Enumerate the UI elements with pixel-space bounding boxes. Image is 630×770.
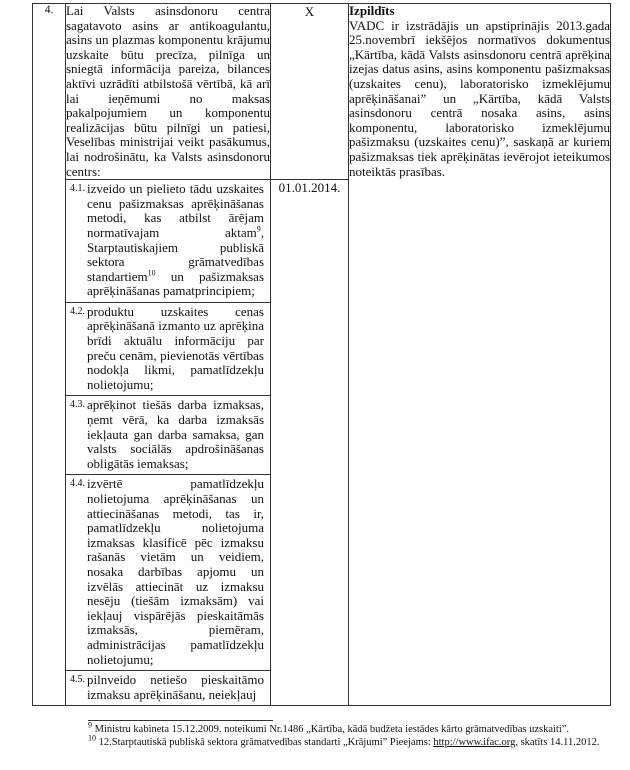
subitem-4-2 (66, 302, 271, 396)
subitem-4-1 (66, 180, 271, 303)
deadline-subitems: 01.01.2014. (271, 180, 349, 706)
subitem-number: 4.2. (70, 305, 85, 317)
status-text: VADC ir izstrādājis un apstiprinājis 2013.gada 25.novembrī iekšējos normatīvos dokumentus „Kārtība, kādā Valsts asinsdonoru centrā aprēķina izejas datus asins, asins komponentu pašizmaksas (uzskaites cenu), laboratorisko izmeklējumu aprēķināšanai” un „Kārtība, kādā Valsts asinsdonoru centrā nosaka asins, asins komponentu, laboratorisko izmeklējumu pašizmaksu (uzskaites cenu)”, saskaņā ar kuriem pašizmaksas tiek aprēķinātas ievērojot ieteikumos noteiktās prasības. (349, 17, 610, 179)
footnote-divider (88, 720, 273, 721)
subitem-text: izvērtē pamatlīdzekļu nolietojuma aprēķināšanas un attiecināšanas metodi, tas ir, pamatlīdzekļu nolietojuma izmaksas klasificē pēc izmaksu rašanās vietām un veidiem, nosaka darbības apjomu un izvēlās attiecināt uz izmaksu nesēju (tiešām izmaksām) vai iekļauj vispārējās pieskaitāmās izmaksās, piemēram, administrācijas pamatlīdzekļu nolietojumu; (87, 476, 264, 667)
table-row (33, 4, 611, 180)
footnote-10 (88, 733, 608, 750)
footnote-mark: 10 (88, 733, 96, 743)
status-cell (349, 4, 611, 706)
subitem-text: produktu uzskaites cenas aprēķināšanā izmanto uz aprēķina brīdi aktuālu informāciju par preču cenām, pievienotās vērtības nodokļa likmi, pamatlīdzekļu nolietojumu; (87, 303, 264, 392)
footnote-ref-10[interactable]: 10 (147, 268, 156, 278)
row-number: 4. (33, 4, 66, 706)
footnote-text: Ministru kabineta 15.12.2009. noteikumi Nr.1486 „Kārtība, kādā budžeta iestādes kārto grāmatvedības uzskaiti”. (92, 724, 570, 735)
subitem-number: 4.4. (70, 478, 85, 490)
ifac-link[interactable]: http://www.ifac.org (433, 737, 516, 748)
footnote-ref-9[interactable]: 9 (256, 224, 261, 234)
subitem-text-c: un pašizmaksas aprēķināšanas pamatprincipiem; (87, 268, 264, 299)
subitem-4-5 (66, 671, 271, 706)
subitem-number: 4.3. (70, 399, 85, 411)
footnote-mark: 9 (88, 720, 92, 730)
task-intro: Lai Valsts asinsdonoru centra sagatavoto asins ar antikoagulantu, asins un plazmas komponentu krājumu uzskaite būtu precīza, pilnīga un sniegtā informācija pareiza, bilances aktīvi uzrādīti atbilstošā vērtībā, kā arī lai ieņēmumi no maksas pakalpojumiem un komponentu realizācijas būtu pilnīgi un patiesi, Veselības ministrijai veikt pasākumus, lai nodrošinātu, ka Valsts asinsdonoru centrs: (66, 3, 270, 179)
subitem-text-a: izveido un pielieto tādu uzskaites cenu pašizmaksas aprēķināšanas metodi, kas atbilst ārējam normatīvajam aktam (87, 181, 264, 240)
status-title: Izpildīts (349, 3, 395, 18)
recommendations-table (32, 3, 611, 706)
subitem-4-4 (66, 475, 271, 671)
subitem-number: 4.1. (70, 183, 85, 195)
deadline-main: X (271, 4, 349, 180)
footnote-text: 12.Starptautiskā publiskā sektora grāmatvedības standarti „Krājumi” Pieejams: (96, 737, 434, 748)
footnote-text-end: , skatīts 14.11.2012. (515, 737, 600, 748)
subitem-number: 4.5. (70, 674, 85, 686)
subitem-4-3 (66, 396, 271, 475)
footnote-9 (88, 720, 608, 737)
subitem-text: pilnveido netiešo pieskaitāmo izmaksu aprēķināšanu, neiekļauj (87, 672, 264, 702)
subitem-text: aprēķinot tiešās darba izmaksas, ņemt vērā, ka darba izmaksās iekļauta gan darba samaksa, gan valsts sociālās apdrošināšanas obligātās iemaksas; (87, 397, 264, 471)
subitem-text (87, 182, 264, 299)
subitem-text-b: , Starptautiskajiem publiskā sektora grāmatvedības standartiem (87, 224, 264, 284)
